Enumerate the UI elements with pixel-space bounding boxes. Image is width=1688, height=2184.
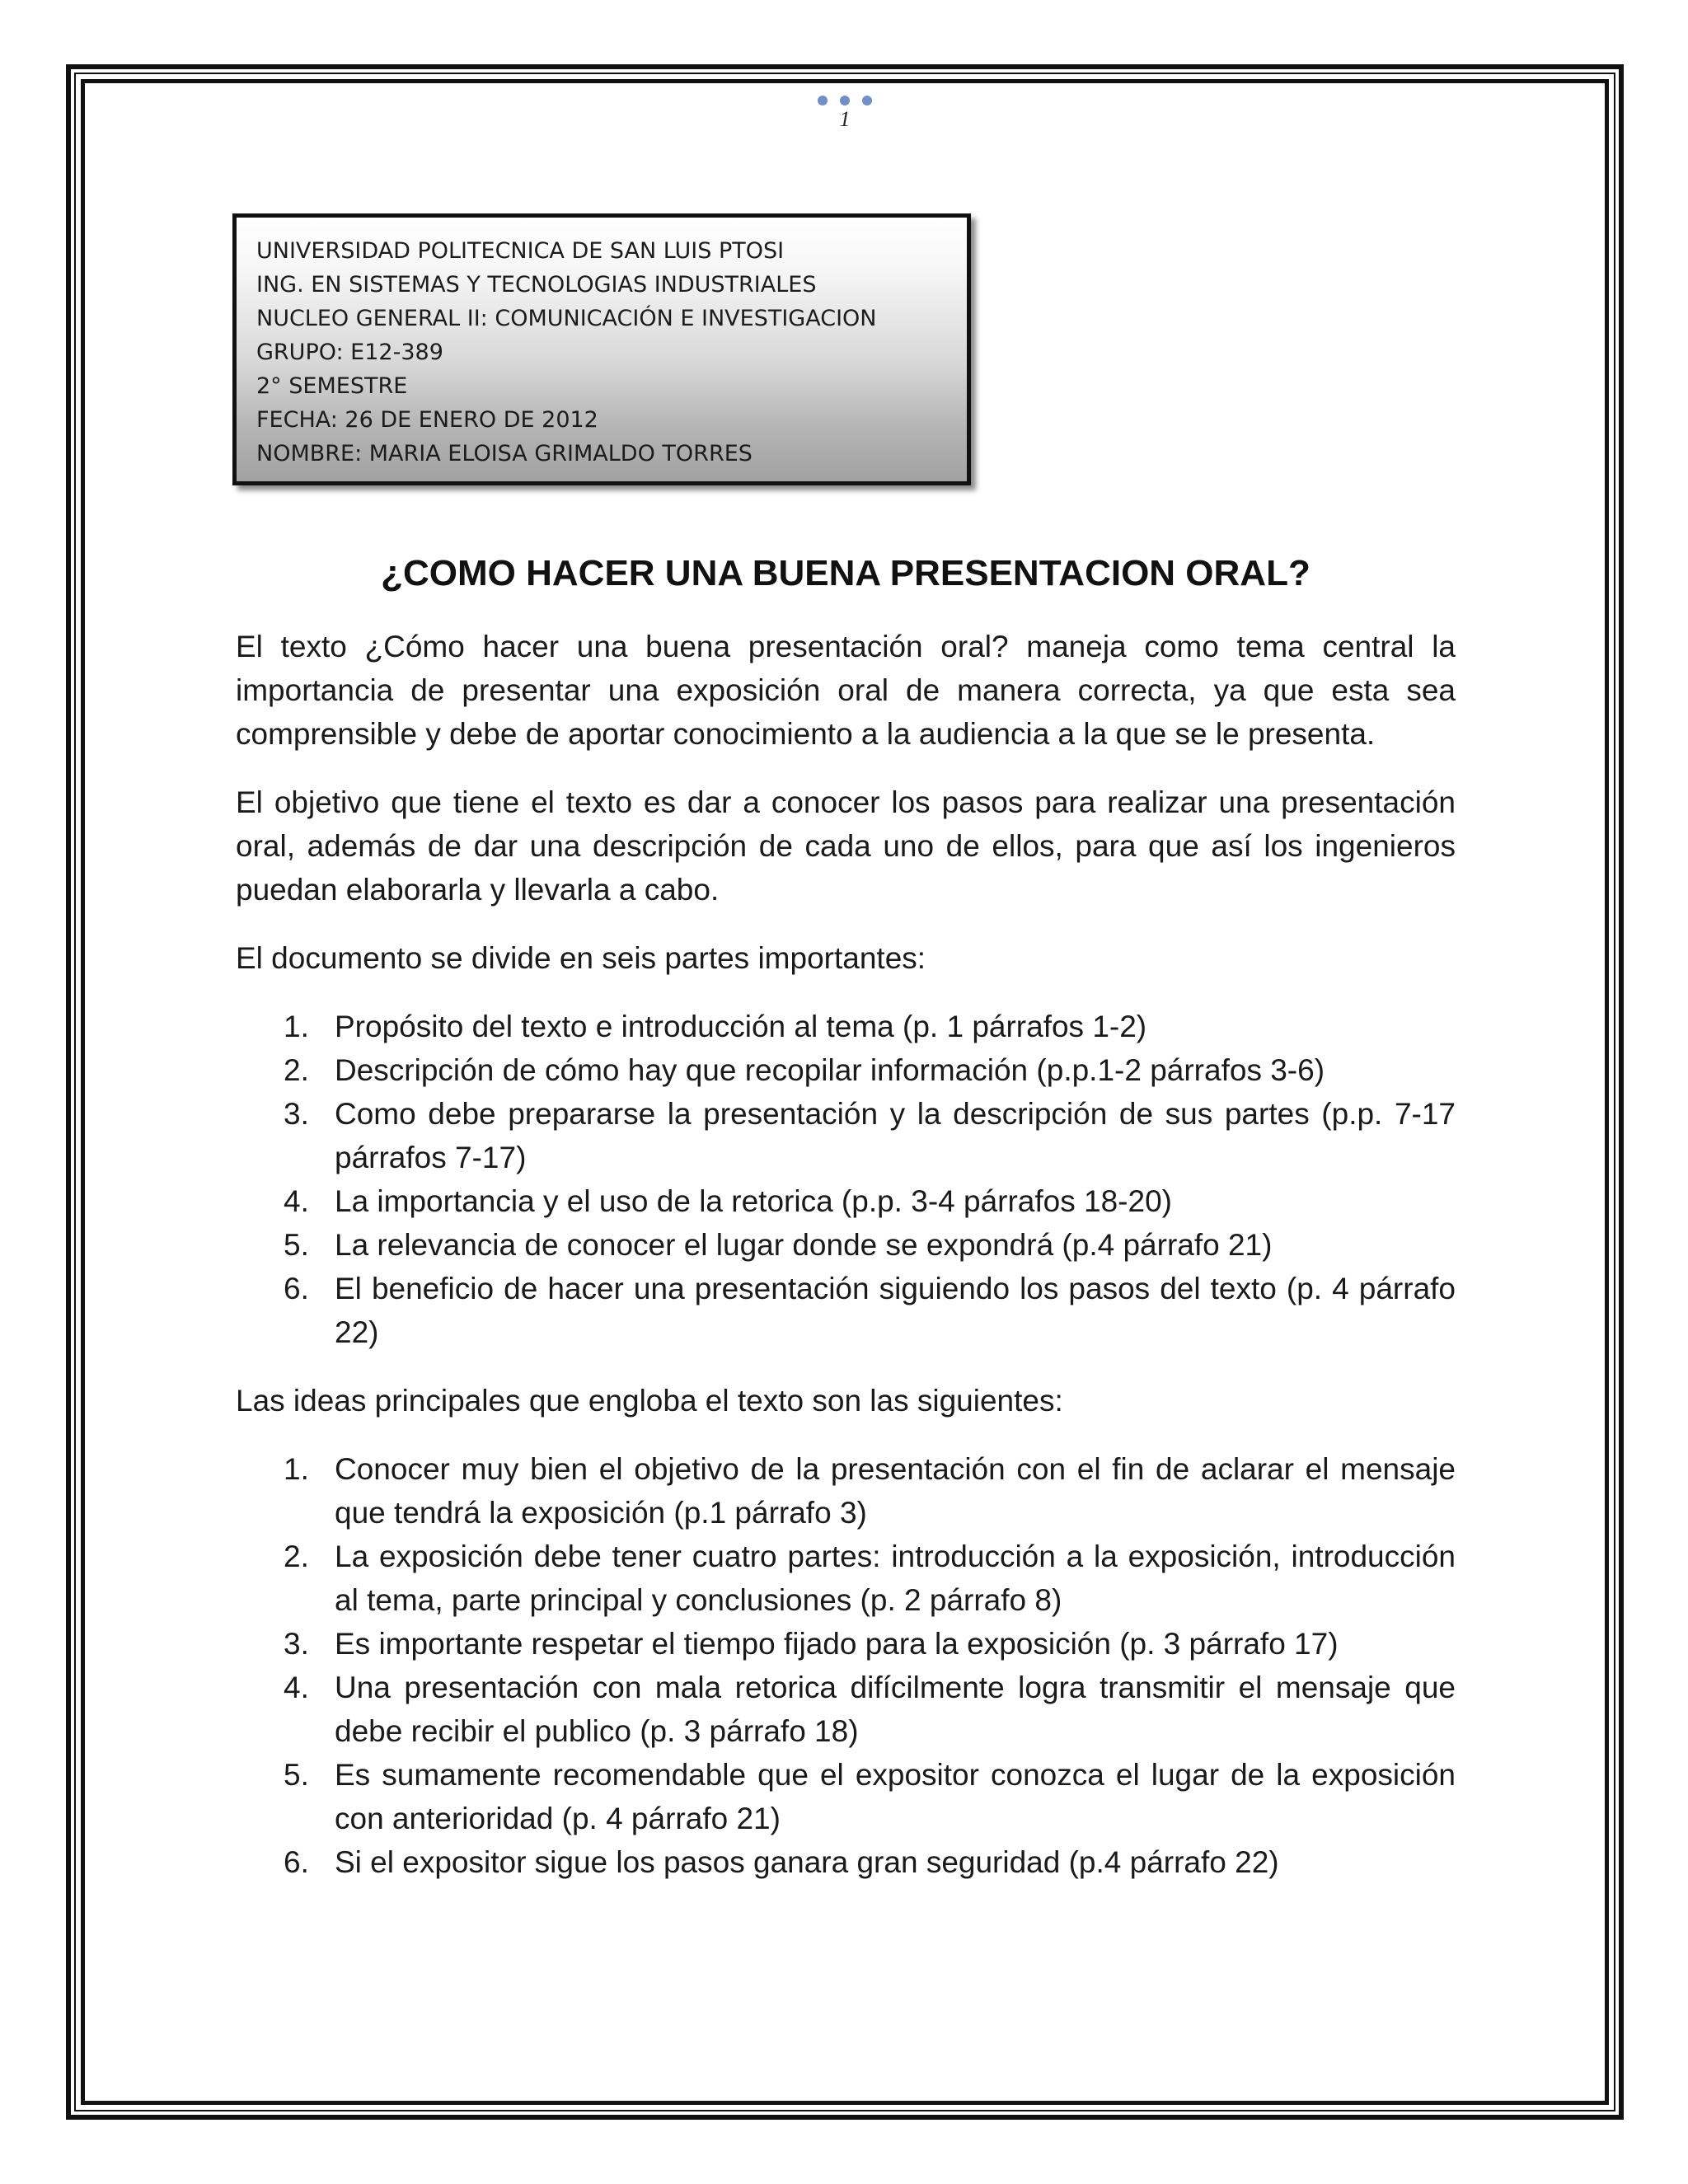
list-number: 4.	[284, 1184, 309, 1218]
dot-icon	[862, 96, 872, 105]
ideas-intro-paragraph: Las ideas principales que engloba el texto son las siguientes:	[236, 1384, 1063, 1418]
dot-icon	[818, 96, 828, 105]
semester-line: 2° SEMESTRE	[256, 373, 408, 399]
list-item-text: La importancia y el uso de la retorica (p.p. 3-4 párrafos 18-20)	[335, 1184, 1172, 1218]
list-item	[236, 1447, 1456, 1535]
list-item-text: Si el expositor sigue los pasos ganara gran seguridad (p.4 párrafo 22)	[335, 1845, 1279, 1879]
list-item-text: Propósito del texto e introducción al tema (p. 1 párrafos 1-2)	[335, 1010, 1147, 1043]
list-item	[236, 1005, 1456, 1048]
list-item-text: Es importante respetar el tiempo fijado para la exposición (p. 3 párrafo 17)	[335, 1627, 1339, 1661]
list-number: 2.	[284, 1053, 309, 1087]
list-item-text: La relevancia de conocer el lugar donde se expondrá (p.4 párrafo 21)	[335, 1228, 1273, 1262]
career-line: ING. EN SISTEMAS Y TECNOLOGIAS INDUSTRIALES	[256, 272, 817, 298]
group-line: GRUPO: E12-389	[256, 340, 443, 365]
document-body	[236, 625, 1456, 1909]
list-item-text: El beneficio de hacer una presentación siguiendo los pasos del texto (p. 4 párrafo 22)	[335, 1272, 1456, 1349]
list-item	[236, 1753, 1456, 1840]
list-number: 3.	[284, 1627, 309, 1661]
list-number: 6.	[284, 1272, 309, 1305]
list-number: 4.	[284, 1671, 309, 1704]
list-item-text: Una presentación con mala retorica difícilmente logra transmitir el mensaje que debe recibir el publico (p. 3 párrafo 18)	[335, 1671, 1456, 1748]
document-title: ¿COMO HACER UNA BUENA PRESENTACION ORAL?	[381, 553, 1311, 593]
list-number: 5.	[284, 1758, 309, 1792]
list-item-text: Descripción de cómo hay que recopilar información (p.p.1-2 párrafos 3-6)	[335, 1053, 1325, 1087]
list-item-text: Conocer muy bien el objetivo de la presentación con el fin de aclarar el mensaje que tendrá la exposición (p.1 párrafo 3)	[335, 1452, 1456, 1530]
student-name-line: NOMBRE: MARIA ELOISA GRIMALDO TORRES	[256, 441, 753, 466]
course-line: NUCLEO GENERAL II: COMUNICACIÓN E INVESTIGACION	[256, 306, 877, 331]
objective-paragraph: El objetivo que tiene el texto es dar a conocer los pasos para realizar una presentación oral, además de dar una descripción de cada uno de ellos, para que así los ingenieros puedan elaborarla y llevarla a cabo.	[236, 785, 1456, 907]
list-number: 2.	[284, 1540, 309, 1573]
list-item-text: Es sumamente recomendable que el expositor conozca el lugar de la exposición con anterioridad (p. 4 párrafo 21)	[335, 1758, 1456, 1835]
intro-paragraph: El texto ¿Cómo hacer una buena presentación oral? maneja como tema central la importancia de presentar una exposición oral de manera correcta, ya que esta sea comprensible y debe de aportar conocimiento a la audiencia a la que se le presenta.	[236, 630, 1456, 751]
date-line: FECHA: 26 DE ENERO DE 2012	[256, 407, 598, 433]
list-item	[236, 1092, 1456, 1179]
list-item-text: Como debe prepararse la presentación y la descripción de sus partes (p.p. 7-17 párrafos 7-17)	[335, 1097, 1456, 1174]
university-line: UNIVERSIDAD POLITECNICA DE SAN LUIS PTOSI	[256, 238, 785, 264]
list-item	[236, 1840, 1456, 1884]
parts-list	[236, 1005, 1456, 1354]
list-item-text: La exposición debe tener cuatro partes: introducción a la exposición, introducción al tema, parte principal y conclusiones (p. 2 párrafo 8)	[335, 1540, 1456, 1617]
list-item	[236, 1666, 1456, 1753]
list-number: 5.	[284, 1228, 309, 1262]
main-ideas-list	[236, 1447, 1456, 1884]
student-info-box	[232, 213, 971, 485]
page-number: 1	[839, 107, 851, 131]
list-number: 3.	[284, 1097, 309, 1131]
list-item	[236, 1048, 1456, 1092]
list-item	[236, 1179, 1456, 1223]
parts-intro-paragraph: El documento se divide en seis partes importantes:	[236, 941, 926, 975]
list-number: 1.	[284, 1452, 309, 1486]
list-item	[236, 1535, 1456, 1622]
list-item	[236, 1622, 1456, 1666]
list-item	[236, 1223, 1456, 1267]
list-item	[236, 1267, 1456, 1354]
dot-icon	[840, 96, 850, 105]
list-number: 1.	[284, 1010, 309, 1043]
list-number: 6.	[284, 1845, 309, 1879]
